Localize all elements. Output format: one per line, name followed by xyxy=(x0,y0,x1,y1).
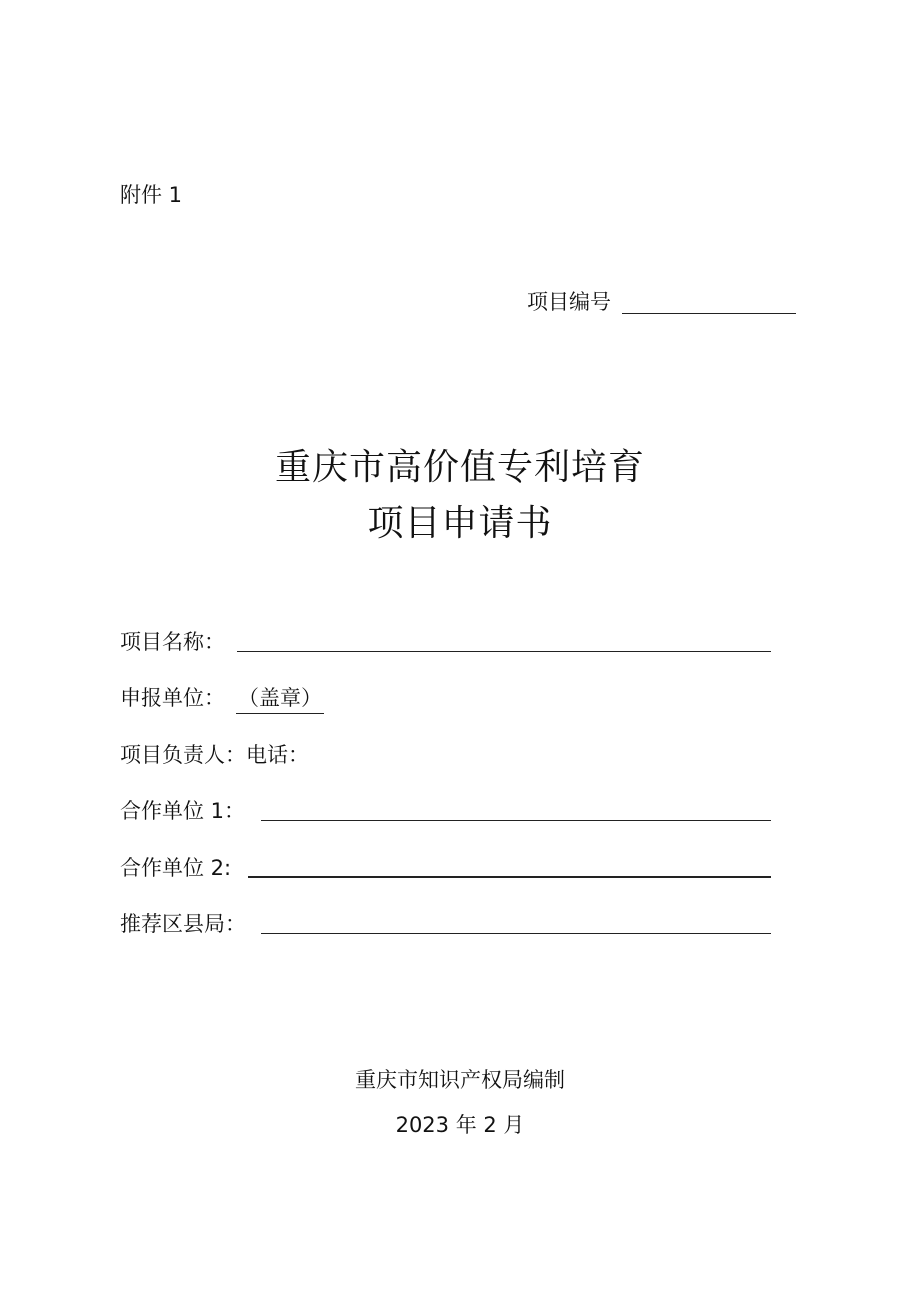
project-name-field[interactable] xyxy=(237,651,771,652)
recommending-bureau-label: 推荐区县局： xyxy=(120,912,246,936)
applicant-unit-label: 申报单位： xyxy=(120,686,225,710)
project-name-label: 项目名称： xyxy=(120,630,225,654)
document-title-line-2: 项目申请书 xyxy=(367,503,553,544)
project-leader-phone-label: 项目负责人：电话： xyxy=(120,743,309,767)
partner-unit-1-field[interactable] xyxy=(261,820,771,821)
attachment-label: 附件 1 xyxy=(120,183,183,207)
partner-unit-2-label: 合作单位 2: xyxy=(120,856,232,880)
document-title-line-1: 重庆市高价值专利培育 xyxy=(274,447,645,488)
project-number-field[interactable] xyxy=(622,313,796,314)
recommending-bureau-field[interactable] xyxy=(261,933,771,934)
compiled-date: 2023 年 2 月 xyxy=(395,1113,525,1137)
project-number-label: 项目编号 xyxy=(527,290,611,314)
partner-unit-2-field[interactable] xyxy=(248,876,771,878)
compiled-by: 重庆市知识产权局编制 xyxy=(355,1068,565,1092)
applicant-seal-note: （盖章） xyxy=(236,683,324,714)
partner-unit-1-label: 合作单位 1： xyxy=(120,799,246,823)
